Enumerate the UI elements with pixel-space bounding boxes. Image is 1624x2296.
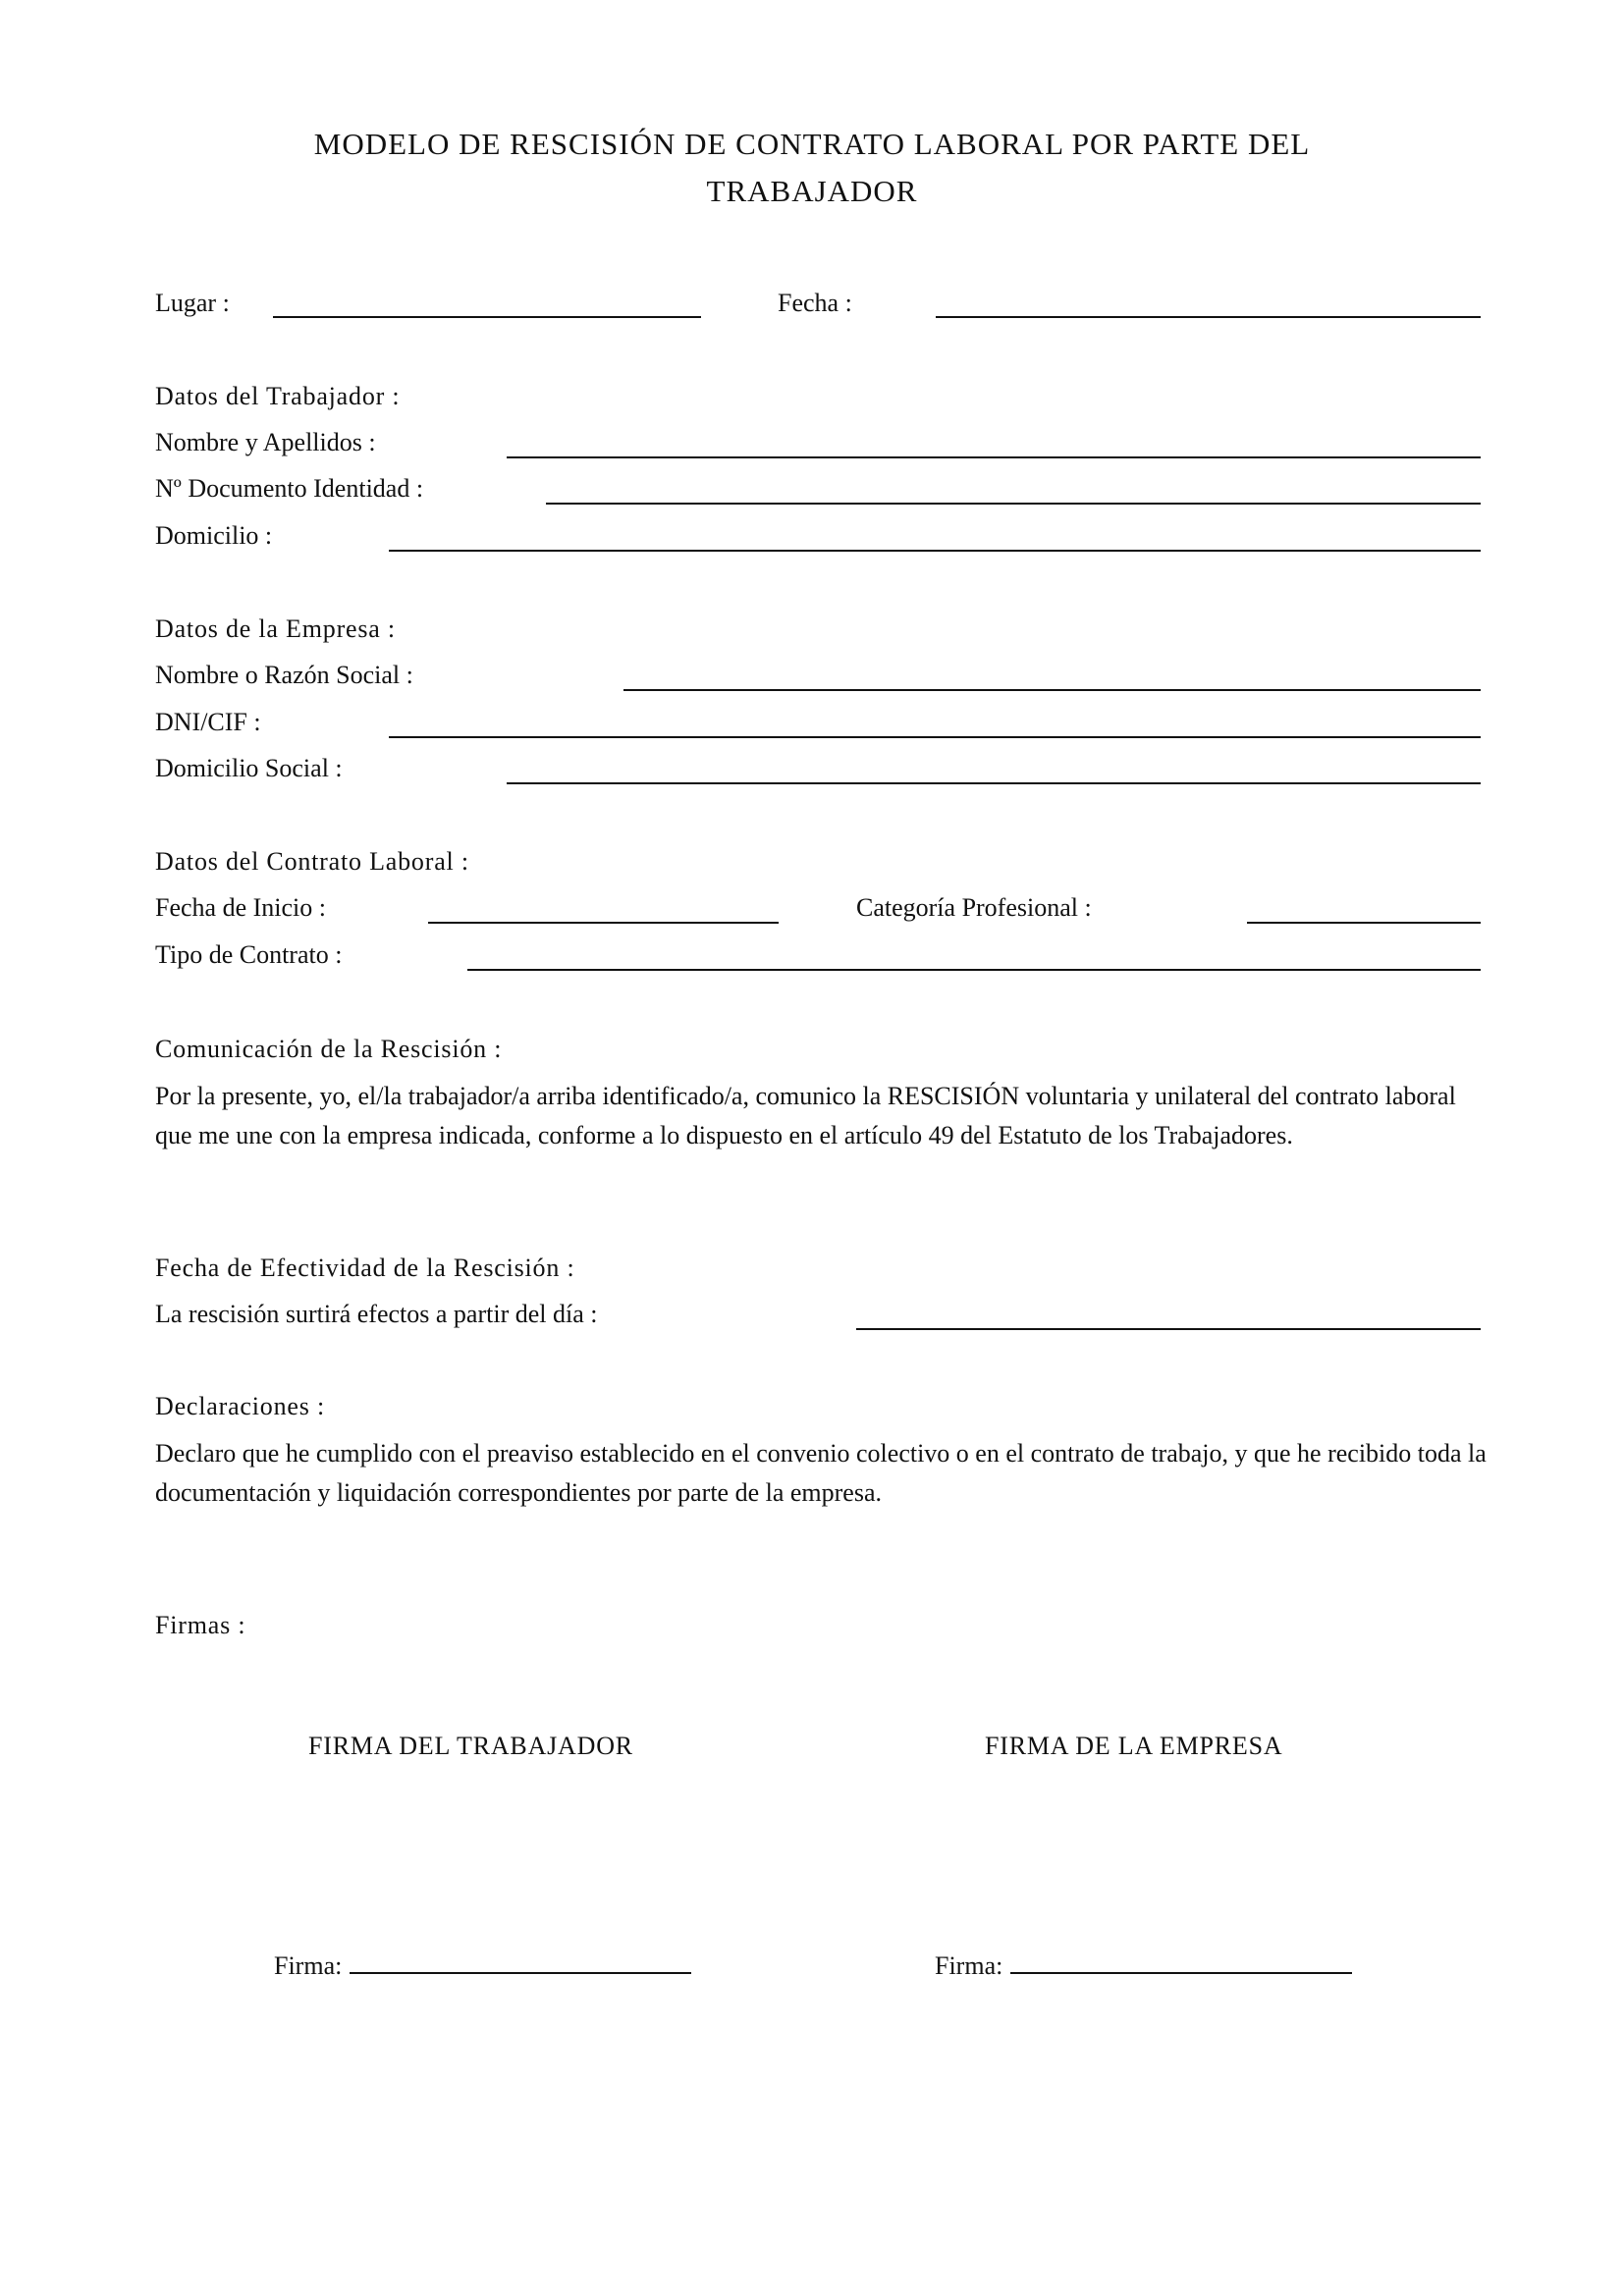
documento-identidad-label: Nº Documento Identidad : <box>155 474 424 503</box>
fecha-field-line[interactable] <box>936 316 1481 318</box>
fecha-inicio-label: Fecha de Inicio : <box>155 893 326 922</box>
document-title-line-1: MODELO DE RESCISIÓN DE CONTRATO LABORAL POR PARTE DEL <box>313 127 1311 161</box>
comunicacion-section-heading: Comunicación de la Rescisión : <box>155 1035 503 1063</box>
dni-cif-label: DNI/CIF : <box>155 708 261 736</box>
tipo-contrato-label: Tipo de Contrato : <box>155 940 343 969</box>
nombre-apellidos-label: Nombre y Apellidos : <box>155 428 376 456</box>
firma-empresa-line[interactable] <box>935 1953 1352 1979</box>
categoria-profesional-field-line[interactable] <box>1247 922 1481 924</box>
firma-trabajador-line[interactable] <box>274 1953 691 1979</box>
efectividad-field-line[interactable] <box>856 1328 1481 1330</box>
razon-social-label: Nombre o Razón Social : <box>155 661 413 689</box>
lugar-field-line[interactable] <box>273 316 701 318</box>
categoria-profesional-label: Categoría Profesional : <box>856 893 1092 922</box>
firma-empresa-label: Firma: <box>935 1951 1003 1980</box>
firma-trabajador-heading: FIRMA DEL TRABAJADOR <box>308 1732 633 1760</box>
domicilio-field-line[interactable] <box>389 550 1481 552</box>
firma-trabajador-signature-line[interactable] <box>350 1972 691 1974</box>
documento-identidad-field-line[interactable] <box>546 503 1481 505</box>
declaraciones-paragraph: Declaro que he cumplido con el preaviso establecido en el convenio colectivo o en el contrato de trabajo, y que he recibido toda la documentación y liquidación correspondientes por parte de la empresa. <box>155 1439 1487 1507</box>
domicilio-social-field-line[interactable] <box>507 782 1481 784</box>
firma-empresa-heading: FIRMA DE LA EMPRESA <box>985 1732 1283 1760</box>
domicilio-social-label: Domicilio Social : <box>155 754 343 782</box>
fecha-label: Fecha : <box>778 289 852 317</box>
lugar-label: Lugar : <box>155 289 230 317</box>
fecha-inicio-field-line[interactable] <box>428 922 779 924</box>
comunicacion-paragraph: Por la presente, yo, el/la trabajador/a arriba identificado/a, comunico la RESCISIÓN voluntaria y unilateral del contrato laboral que me une con la empresa indicada, conforme a lo dispuesto en el artículo 49 del Estatuto de los Trabajadores. <box>155 1082 1456 1149</box>
trabajador-section-heading: Datos del Trabajador : <box>155 382 401 410</box>
empresa-section-heading: Datos de la Empresa : <box>155 614 396 643</box>
efectividad-label: La rescisión surtirá efectos a partir del día : <box>155 1300 598 1328</box>
domicilio-label: Domicilio : <box>155 521 273 550</box>
dni-cif-field-line[interactable] <box>389 736 1481 738</box>
razon-social-field-line[interactable] <box>623 689 1481 691</box>
document-title-line-2: TRABAJADOR <box>706 174 918 208</box>
declaraciones-section-heading: Declaraciones : <box>155 1392 325 1420</box>
firma-empresa-signature-line[interactable] <box>1010 1972 1352 1974</box>
firmas-section-heading: Firmas : <box>155 1611 246 1639</box>
nombre-apellidos-field-line[interactable] <box>507 456 1481 458</box>
contrato-section-heading: Datos del Contrato Laboral : <box>155 847 469 876</box>
efectividad-section-heading: Fecha de Efectividad de la Rescisión : <box>155 1254 575 1282</box>
firma-trabajador-label: Firma: <box>274 1951 343 1980</box>
tipo-contrato-field-line[interactable] <box>467 969 1481 971</box>
